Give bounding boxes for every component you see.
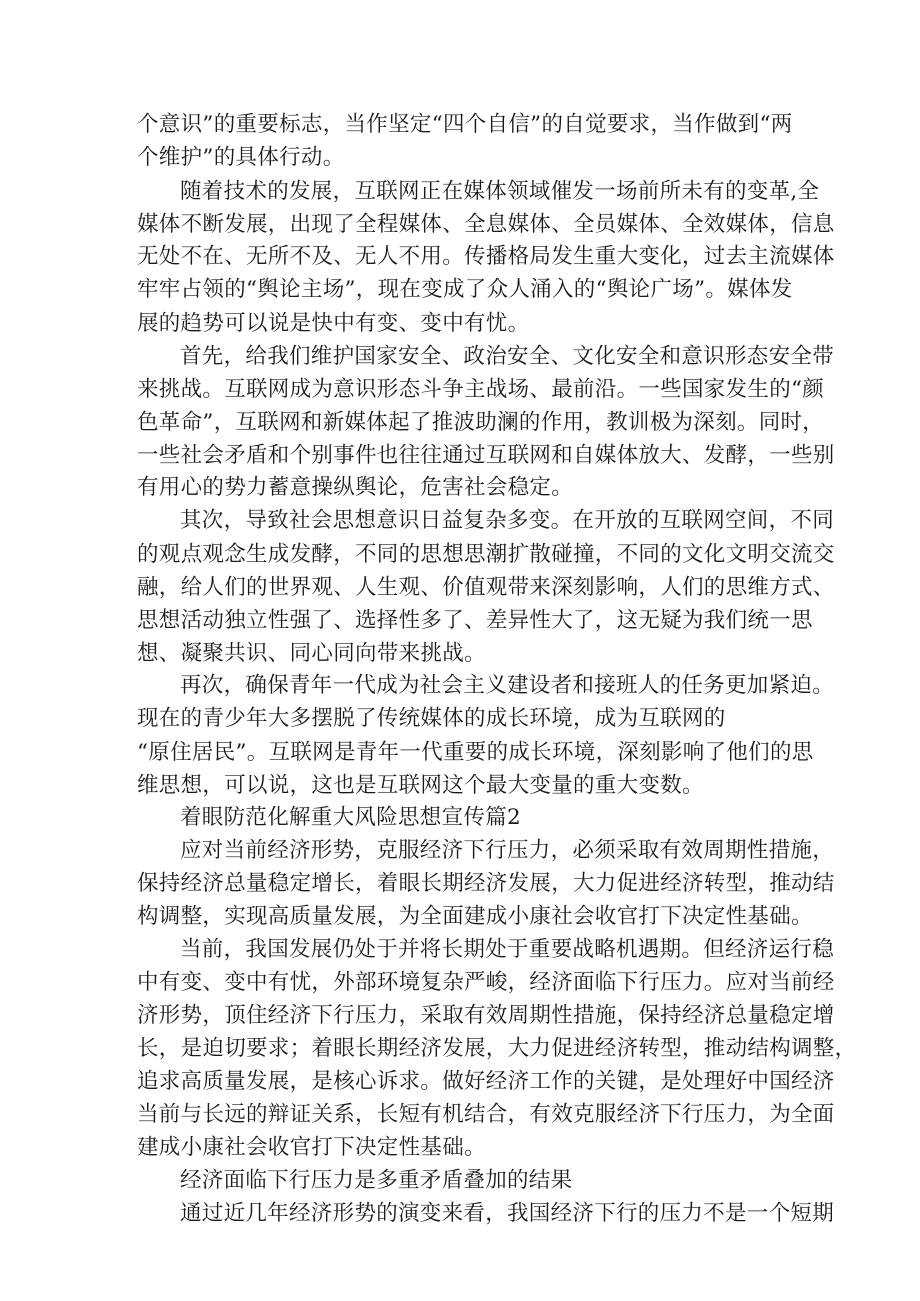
text-line: 中有变、变中有忧，外部环境复杂严峻，经济面临下行压力。应对当前经 xyxy=(137,970,835,995)
text-line: 想、凝聚共识、同心同向带来挑战。 xyxy=(137,641,486,666)
text-line: 现在的青少年大多摆脱了传统媒体的成长环境，成为互联网的 xyxy=(137,706,726,731)
text-line: 牢牢占领的“舆论主场”，现在变成了众人涌入的“舆论广场”。媒体发 xyxy=(137,277,793,302)
paragraph-start-line: 首先，给我们维护国家安全、政治安全、文化安全和意识形态安全带 xyxy=(180,344,835,369)
text-line: 来挑战。互联网成为意识形态斗争主战场、最前沿。一些国家发生的“颜 xyxy=(137,377,825,402)
paragraph-start-line: 其次，导致社会思想意识日益复杂多变。在开放的互联网空间，不同 xyxy=(180,508,835,533)
text-line: 构调整，实现高质量发展，为全面建成小康社会收官打下决定性基础。 xyxy=(137,904,813,929)
paragraph-start-line: 再次，确保青年一代成为社会主义建设者和接班人的任务更加紧迫。 xyxy=(180,673,835,698)
paragraph-start-line: 随着技术的发展，互联网正在媒体领域催发一场前所未有的变革,全 xyxy=(180,179,820,204)
paragraph-start-line: 通过近几年经济形势的演变来看，我国经济下行的压力不是一个短期 xyxy=(180,1201,835,1226)
text-line: 色革命”，互联网和新媒体起了推波助澜的作用，教训极为深刻。同时， xyxy=(137,410,825,435)
text-line: 济形势，顶住经济下行压力，采取有效周期性措施，保持经济总量稳定增 xyxy=(137,1003,835,1028)
text-line: 展的趋势可以说是快中有变、变中有忧。 xyxy=(137,311,530,336)
section-heading: 着眼防范化解重大风险思想宣传篇2 xyxy=(180,805,521,830)
text-line: 当前与长远的辩证关系，长短有机结合，有效克服经济下行压力，为全面 xyxy=(137,1102,835,1127)
paragraph-start-line: 应对当前经济形势，克服经济下行压力，必须采取有效周期性措施， xyxy=(180,838,835,863)
text-line: “原住居民”。互联网是青年一代重要的成长环境，深刻影响了他们的思 xyxy=(137,740,814,765)
text-line: 融，给人们的世界观、人生观、价值观带来深刻影响，人们的思维方式、 xyxy=(137,575,835,600)
paragraph-start-line: 当前，我国发展仍处于并将长期处于重要战略机遇期。但经济运行稳 xyxy=(180,937,835,962)
text-line: 个意识”的重要标志，当作坚定“四个自信”的自觉要求，当作做到“两 xyxy=(137,112,793,137)
text-line: 的观点观念生成发酵，不同的思想思潮扩散碰撞，不同的文化文明交流交 xyxy=(137,542,835,567)
section-subheading: 经济面临下行压力是多重矛盾叠加的结果 xyxy=(180,1168,573,1193)
text-line: 一些社会矛盾和个别事件也往往通过互联网和自媒体放大、发酵，一些别 xyxy=(137,443,835,468)
text-line: 无处不在、无所不及、无人不用。传播格局发生重大变化，过去主流媒体 xyxy=(137,244,835,269)
text-line: 追求高质量发展，是核心诉求。做好经济工作的关键，是处理好中国经济 xyxy=(137,1069,835,1094)
text-line: 长，是迫切要求；着眼长期经济发展，大力促进经济转型，推动结构调整， xyxy=(137,1036,857,1061)
text-line: 维思想，可以说，这也是互联网这个最大变量的重大变数。 xyxy=(137,773,704,798)
text-line: 有用心的势力蓄意操纵舆论，危害社会稳定。 xyxy=(137,475,574,500)
text-line: 保持经济总量稳定增长，着眼长期经济发展，大力促进经济转型，推动结 xyxy=(137,871,835,896)
text-line: 个维护”的具体行动。 xyxy=(137,145,345,170)
text-line: 思想活动独立性强了、选择性多了、差异性大了，这无疑为我们统一思 xyxy=(137,608,813,633)
text-line: 媒体不断发展，出现了全程媒体、全息媒体、全员媒体、全效媒体，信息 xyxy=(137,212,835,237)
text-line: 建成小康社会收官打下决定性基础。 xyxy=(137,1135,486,1160)
